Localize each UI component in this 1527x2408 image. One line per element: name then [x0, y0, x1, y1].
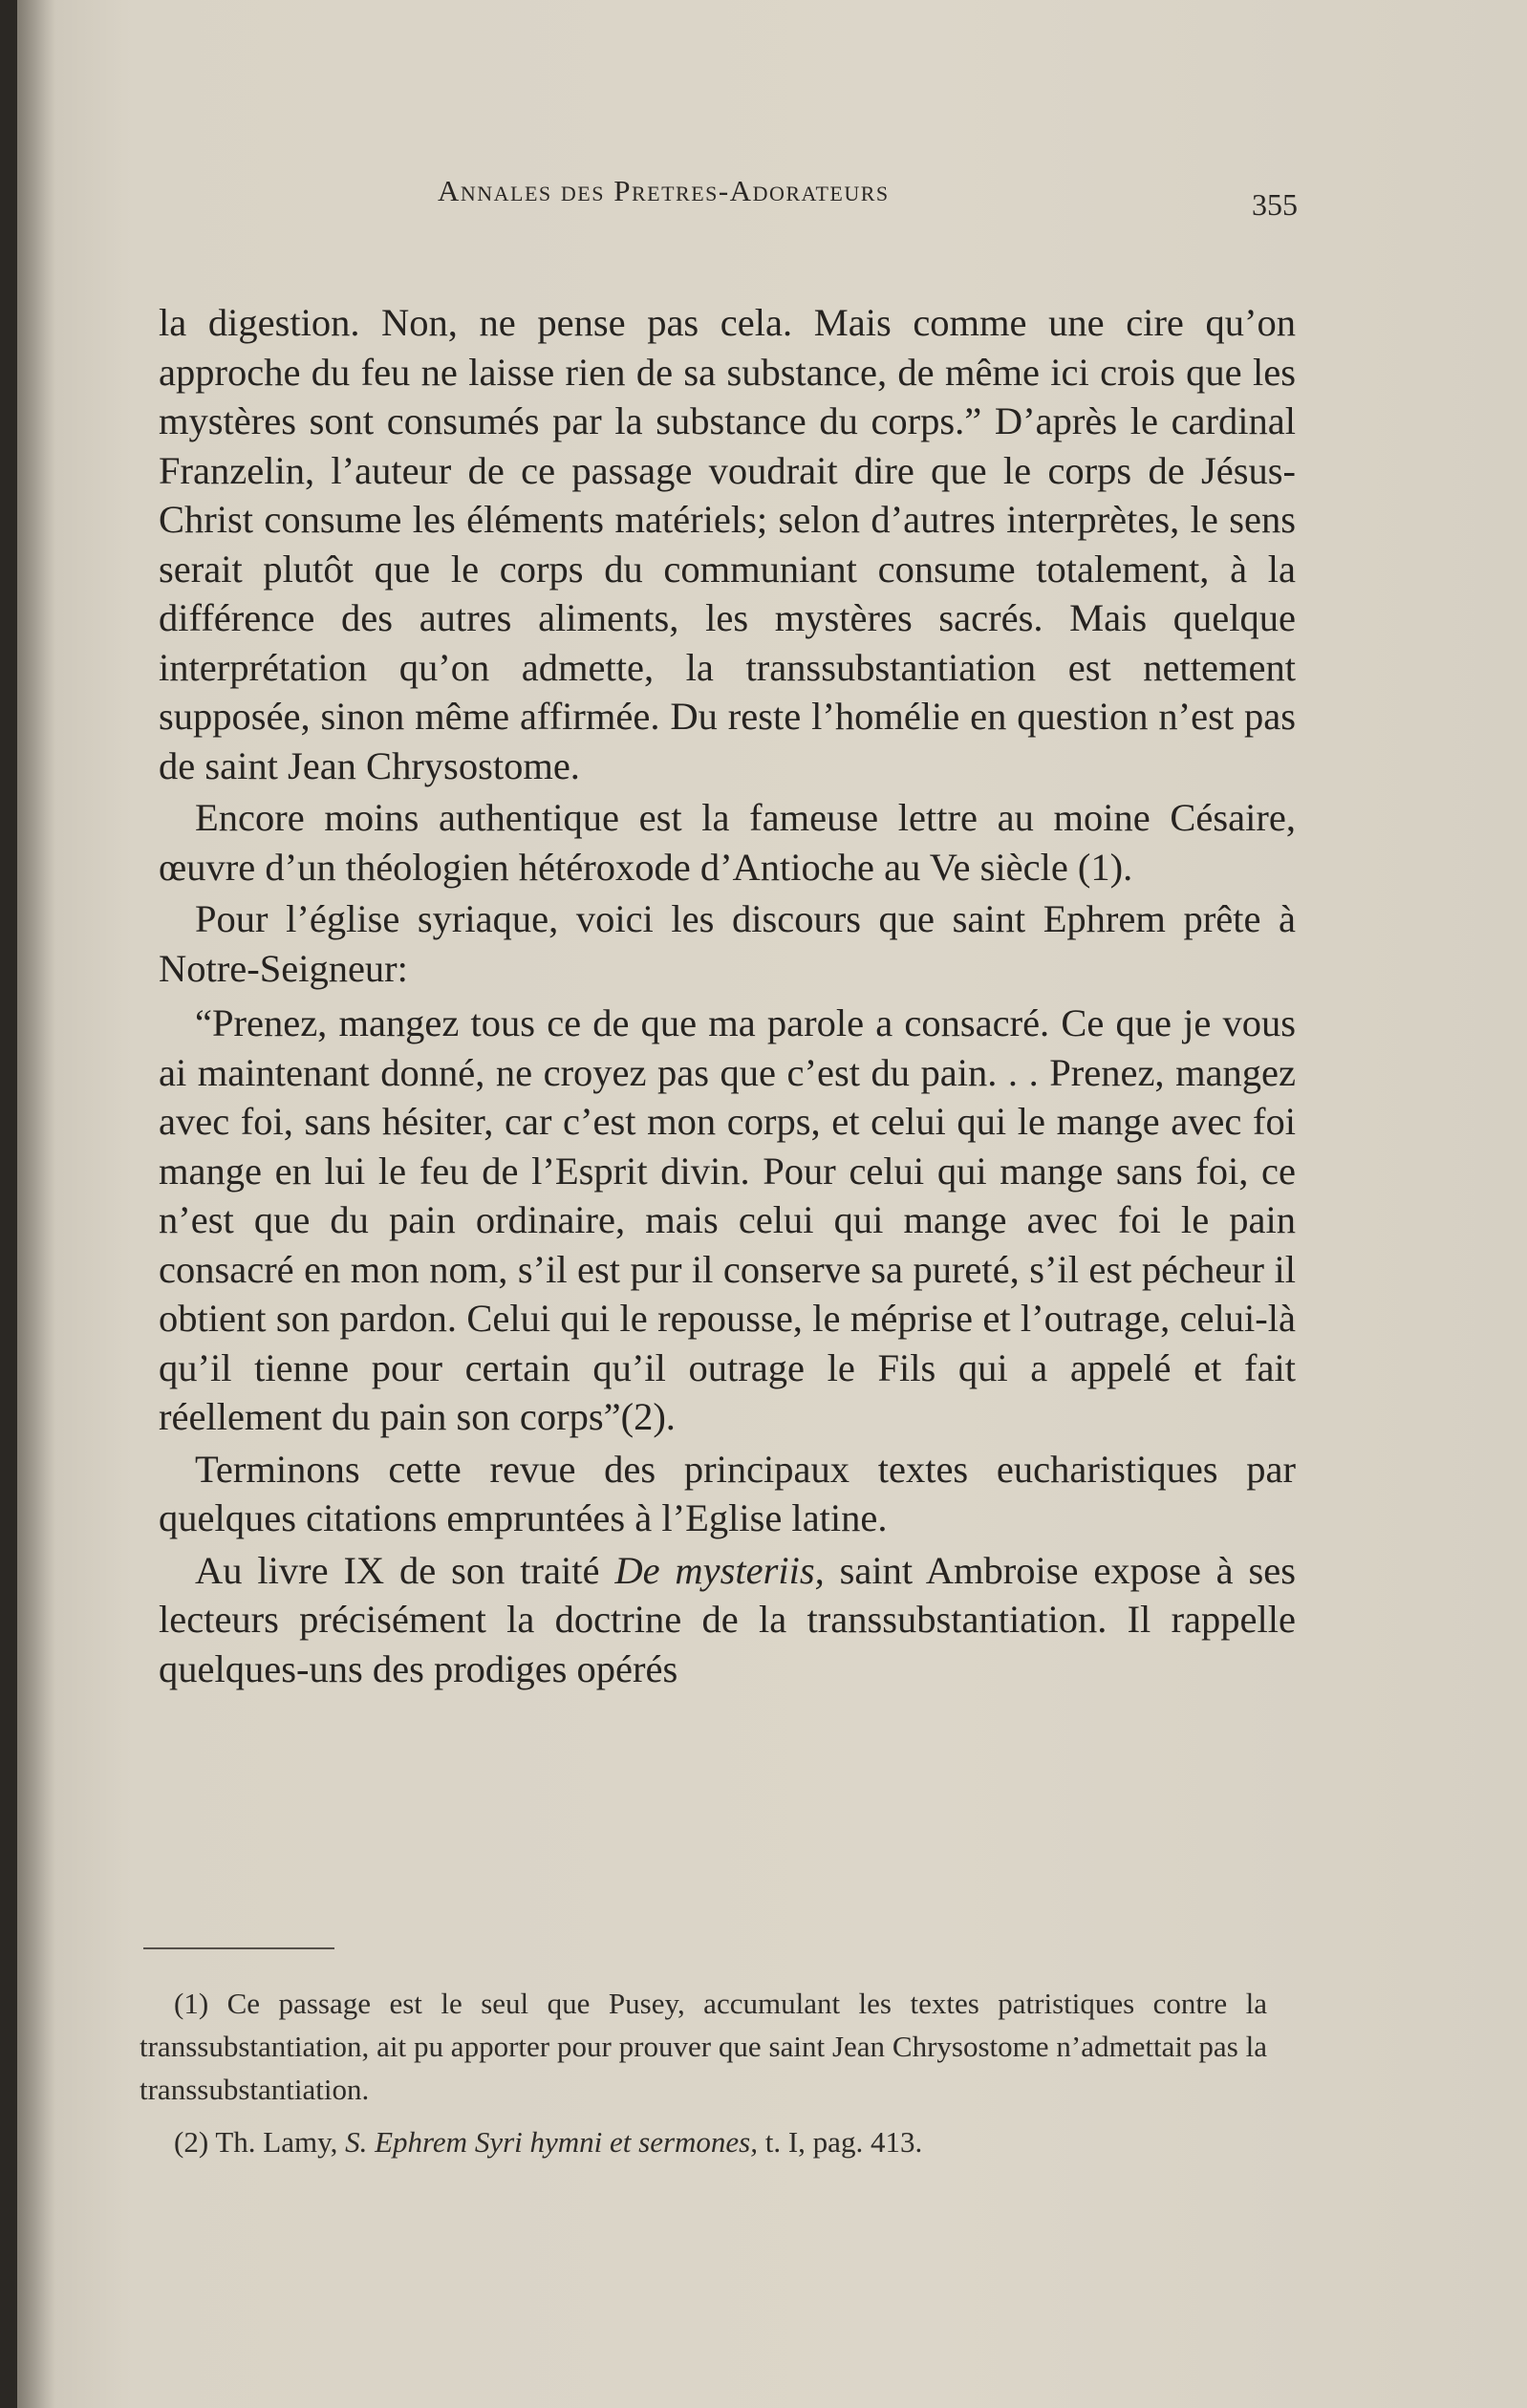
footnote-2-reference: t. I, pag. 413. — [764, 2125, 923, 2159]
paragraph-latin-church: Terminons cette revue des principaux textes eucharistiques par quelques citations empruntées à l’Eglise latine. — [159, 1447, 1296, 1539]
ambroise-text-end: saint Ambroise expose à ses lecteurs précisément la doctrine de la transsubstantiation. Il rappelle quelques-uns des prodiges opérés — [159, 1548, 1297, 1690]
paragraph-ambroise — [159, 1546, 1296, 1694]
ambroise-text-start: Au livre IX de son traité — [195, 1548, 600, 1592]
page-gutter-shadow — [17, 0, 55, 2408]
footnote-2-author: (2) Th. Lamy, — [174, 2125, 338, 2159]
page-number: 355 — [1252, 187, 1298, 222]
footnote-1: (1) Ce passage est le seul que Pusey, accumulant les textes patristiques contre la transsubstantiation, ait pu apporter pour prouver que saint Jean Chrysostome n’admettait pas la transsubstantiation. — [140, 1987, 1267, 2106]
page-header — [438, 174, 1298, 231]
footnote-2 — [140, 2120, 1267, 2163]
book-page — [17, 0, 1527, 2408]
running-head: Annales des Pretres-Adorateurs — [438, 174, 890, 207]
quotation-ephrem: “Prenez, mangez tous ce de que ma parole a consacré. Ce que je vous ai maintenant donné, ne croyez pas que c’est du pain. . . Prenez, mangez avec foi, sans hésiter, car c’est mon corps, et celui qui le mange avec foi mange en lui le feu de l’Esprit divin. Pour celui qui mange sans foi, ce n’est que du pain ordinaire, mais celui qui mange avec foi le pain consacré en mon nom, s’il est pur il conserve sa pureté, s’il est pécheur il obtient son pardon. Celui qui le repousse, le méprise et l’outrage, celui-là qu’il tienne pour certain qu’il outrage le Fils qui a appelé et fait réellement du pain son corps”(2). — [159, 1001, 1296, 1438]
footnote-divider — [143, 1947, 334, 1949]
main-text — [159, 298, 1296, 1696]
paragraph-syriac-church: Pour l’église syriaque, voici les discours que saint Ephrem prête à Notre-Seigneur: — [159, 897, 1296, 990]
paragraph-cesaire: Encore moins authentique est la fameuse lettre au moine Césaire, œuvre d’un théologien hétéroxode d’Antioche au Ve siècle (1). — [159, 796, 1296, 889]
paragraph-continuation: la digestion. Non, ne pense pas cela. Mais comme une cire qu’on approche du feu ne laisse rien de sa substance, de même ici crois que les mystères sont consumés par la substance du corps.” D’après le cardinal Franzelin, l’auteur de ce passage voudrait dire que le corps de Jésus-Christ consume les éléments matériels; selon d’autres interprètes, le sens serait plutôt que le corps du communiant consume totalement, à la différence des autres aliments, les mystères sacrés. Mais quelque interprétation qu’on admette, la transsubstantiation est nettement supposée, sinon même affirmée. Du reste l’homélie en question n’est pas de saint Jean Chrysostome. — [159, 301, 1296, 787]
footnote-2-title: S. Ephrem Syri hymni et sermones, — [345, 2125, 758, 2159]
footnotes — [140, 1982, 1267, 2173]
work-title-de-mysteriis: De mysteriis, — [614, 1548, 825, 1592]
